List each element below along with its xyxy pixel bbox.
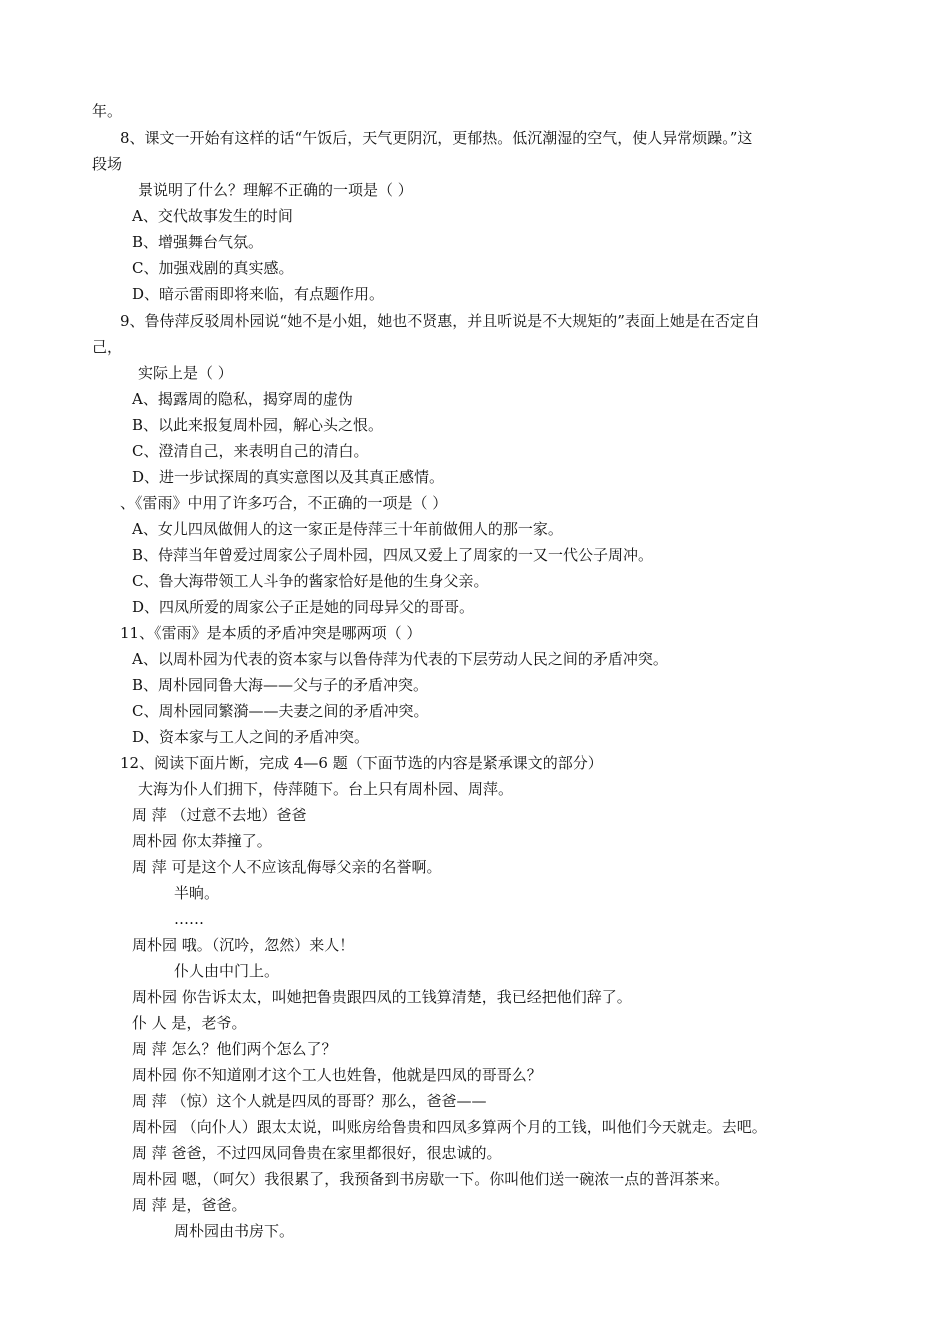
option-b: B、周朴园同鲁大海——父与子的矛盾冲突。 xyxy=(132,676,429,694)
dialogue-line: 周朴园 哦。（沉吟，忽然）来人！ xyxy=(132,936,355,954)
option-d: D、四凤所爱的周家公子正是她的同母异父的哥哥。 xyxy=(132,598,475,616)
option-b: B、以此来报复周朴园，解心头之恨。 xyxy=(132,416,384,434)
option-d: D、进一步试探周的真实意图以及其真正感情。 xyxy=(132,468,445,486)
stage-direction: 仆人由中门上。 xyxy=(174,962,280,980)
text-line: 己， xyxy=(92,338,123,356)
dialogue-line: 仆 人 是，老爷。 xyxy=(132,1014,247,1032)
ellipsis: …… xyxy=(174,910,204,928)
stage-direction: 半晌。 xyxy=(174,884,220,902)
option-c: C、周朴园同繁漪——夫妻之间的矛盾冲突。 xyxy=(132,702,429,720)
question-12-stem: 12、阅读下面片断，完成 4—6 题（下面节选的内容是紧承课文的部分） xyxy=(120,754,603,772)
option-a: A、以周朴园为代表的资本家与以鲁侍萍为代表的下层劳动人民之间的矛盾冲突。 xyxy=(132,650,668,668)
question-8-stem: 8、课文一开始有这样的话“午饭后，天气更阴沉，更郁热。低沉潮湿的空气，使人异常烦躁。”这 xyxy=(120,129,753,147)
option-c: C、加强戏剧的真实感。 xyxy=(132,259,294,277)
text-line: 景说明了什么？理解不正确的一项是（ ） xyxy=(138,181,413,199)
option-a: A、揭露周的隐私，揭穿周的虚伪 xyxy=(132,390,353,408)
option-b: B、增强舞台气氛。 xyxy=(132,233,264,251)
dialogue-line: 周朴园 你不知道刚才这个工人也姓鲁，他就是四凤的哥哥么？ xyxy=(132,1066,542,1084)
dialogue-line: 周 萍 （惊）这个人就是四凤的哥哥？那么，爸爸—— xyxy=(132,1092,487,1110)
option-a: A、女儿四凤做佣人的这一家正是侍萍三十年前做佣人的那一家。 xyxy=(132,520,563,538)
stage-direction: 周朴园由书房下。 xyxy=(174,1222,295,1240)
dialogue-line: 周 萍 是，爸爸。 xyxy=(132,1196,247,1214)
option-c: C、鲁大海带领工人斗争的酱家恰好是他的生身父亲。 xyxy=(132,572,489,590)
dialogue-line: 周 萍 怎么？他们两个怎么了？ xyxy=(132,1040,337,1058)
dialogue-line: 周 萍 可是这个人不应该乱侮辱父亲的名誉啊。 xyxy=(132,858,442,876)
option-d: D、暗示雷雨即将来临，有点题作用。 xyxy=(132,285,385,303)
option-c: C、澄清自己，来表明自己的清白。 xyxy=(132,442,369,460)
dialogue-line: 周朴园 （向仆人）跟太太说，叫账房给鲁贵和四凤多算两个月的工钱，叫他们今天就走。去吧。 xyxy=(132,1118,767,1136)
dialogue-line: 周朴园 你太莽撞了。 xyxy=(132,832,272,850)
option-b: B、侍萍当年曾爱过周家公子周朴园，四凤又爱上了周家的一又一代公子周冲。 xyxy=(132,546,654,564)
question-10-stem: 、《雷雨》中用了许多巧合，不正确的一项是（ ） xyxy=(120,494,448,512)
option-d: D、资本家与工人之间的矛盾冲突。 xyxy=(132,728,370,746)
question-11-stem: 11、《雷雨》是本质的矛盾冲突是哪两项（ ） xyxy=(120,624,422,642)
option-a: A、交代故事发生的时间 xyxy=(132,207,293,225)
dialogue-line: 周 萍 （过意不去地）爸爸 xyxy=(132,806,307,824)
question-9-stem: 9、鲁侍萍反驳周朴园说“她不是小姐，她也不贤惠，并且听说是不大规矩的”表面上她是在否定自 xyxy=(120,312,760,330)
text-line: 年。 xyxy=(92,102,123,120)
dialogue-line: 周 萍 爸爸，不过四凤同鲁贵在家里都很好，很忠诚的。 xyxy=(132,1144,502,1162)
text-line: 段场 xyxy=(92,155,123,173)
text-line: 实际上是（ ） xyxy=(138,364,233,382)
dialogue-line: 周朴园 你告诉太太，叫她把鲁贵跟四凤的工钱算清楚，我已经把他们辞了。 xyxy=(132,988,632,1006)
dialogue-line: 周朴园 嗯，（呵欠）我很累了，我预备到书房歇一下。你叫他们送一碗浓一点的普洱茶来。 xyxy=(132,1170,730,1188)
stage-direction: 大海为仆人们拥下，侍萍随下。台上只有周朴园、周萍。 xyxy=(138,780,514,798)
